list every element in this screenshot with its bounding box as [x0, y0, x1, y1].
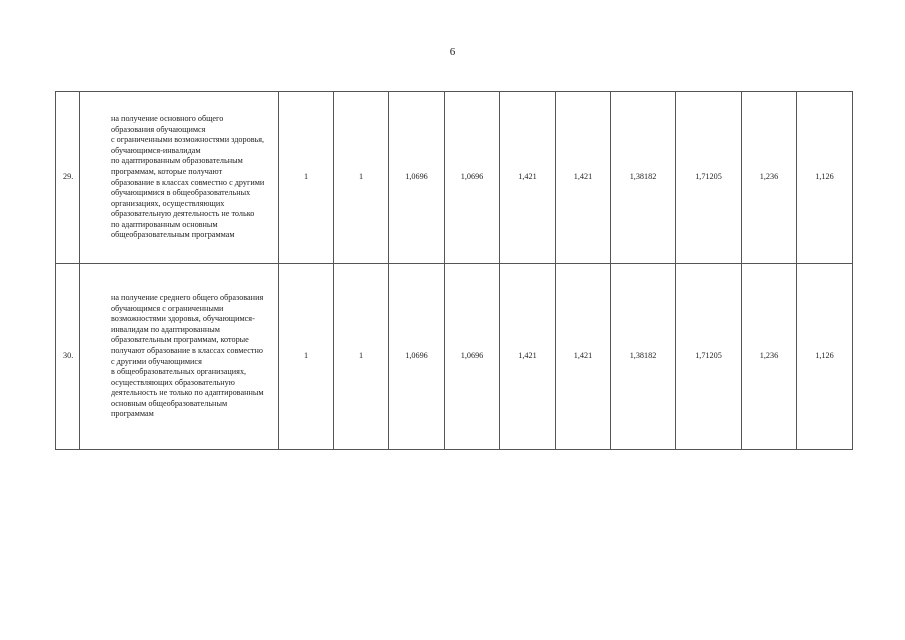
- value-cell: 1: [279, 92, 334, 264]
- value-cell: 1,421: [500, 264, 556, 450]
- value-cell: 1,421: [556, 264, 611, 450]
- value-cell: 1,126: [797, 92, 853, 264]
- value-cell: 1: [334, 264, 389, 450]
- row-number: 30.: [56, 264, 80, 450]
- value-cell: 1,421: [500, 92, 556, 264]
- table-row: [56, 264, 853, 450]
- value-cell: 1,236: [742, 92, 797, 264]
- value-cell: 1: [279, 264, 334, 450]
- value-cell: 1: [334, 92, 389, 264]
- row-description: на получение среднего общего образования обучающимся с ограниченными возможностями здоровья, обучающимся- инвалидам по адаптированным образовательным программам, которые получают образование в классах совместно с другими обучающимися в общеобразовательных организациях, осуществляющих образовательную деятельность не только по адаптированным основным общеобразовательным программам: [80, 264, 279, 450]
- value-cell: 1,0696: [389, 264, 445, 450]
- value-cell: 1,126: [797, 264, 853, 450]
- value-cell: 1,38182: [611, 264, 676, 450]
- value-cell: 1,38182: [611, 92, 676, 264]
- page-number: 6: [449, 46, 456, 58]
- value-cell: 1,71205: [676, 92, 742, 264]
- value-cell: 1,236: [742, 264, 797, 450]
- value-cell: 1,0696: [445, 92, 500, 264]
- value-cell: 1,0696: [389, 92, 445, 264]
- row-number: 29.: [56, 92, 80, 264]
- row-description: на получение основного общего образования обучающимся с ограниченными возможностями здоровья, обучающимся-инвалидам по адаптированным образовательным программам, которые получают образование в классах совместно с другими обучающимися в общеобразовательных организациях, осуществляющих образовательную деятельность не только по адаптированным основным общеобразовательным программам: [80, 92, 279, 264]
- value-cell: 1,0696: [445, 264, 500, 450]
- coefficients-table: [55, 91, 853, 450]
- table-row: [56, 92, 853, 264]
- value-cell: 1,71205: [676, 264, 742, 450]
- value-cell: 1,421: [556, 92, 611, 264]
